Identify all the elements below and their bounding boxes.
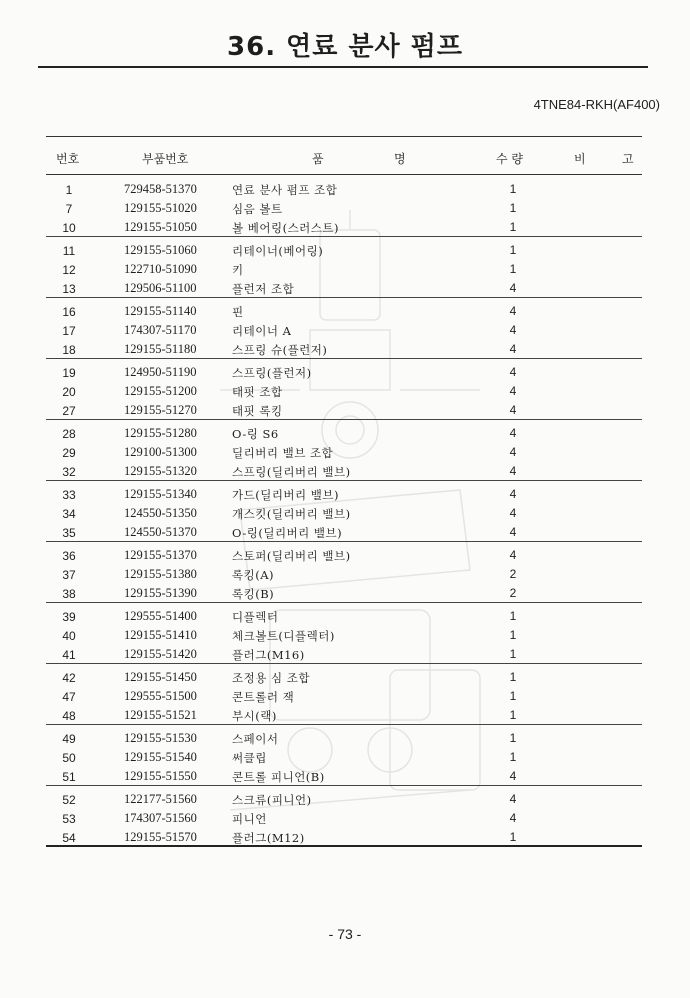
part-number: 124950-51190 [124,365,197,379]
part-index: 20 [62,385,76,399]
table-row [46,584,642,603]
part-name: 조정용 심 조합 [232,671,310,685]
part-name: 써클립 [232,751,267,765]
part-index: 33 [62,488,76,502]
header-qty: 수 량 [496,152,523,166]
part-number: 174307-51560 [124,811,197,825]
part-name: 플러그(M12) [232,831,305,845]
part-name: 록킹(B) [232,587,275,601]
part-number: 129155-51550 [124,769,197,783]
table-row [46,485,642,504]
part-name: 스프링 슈(플런저) [232,343,328,357]
part-number: 129555-51500 [124,689,197,703]
part-index: 38 [62,587,76,601]
header-note-2: 고 [622,152,634,166]
part-number: 129506-51100 [124,281,197,295]
table-row [46,302,642,321]
header-name-1: 품 [312,152,324,166]
table-row [46,443,642,462]
part-number: 129155-51340 [124,487,197,501]
part-quantity: 1 [509,262,517,276]
table-row [46,809,642,828]
part-quantity: 1 [509,708,517,722]
part-quantity: 4 [509,487,517,501]
table-row [46,790,642,809]
part-quantity: 1 [509,731,517,745]
part-quantity: 4 [509,342,517,356]
part-index: 7 [65,202,73,216]
row-group [46,786,642,847]
part-name: 체크볼트(디플렉터) [232,629,335,643]
part-name: 부시(랙) [232,709,277,723]
row-group [46,420,642,481]
table-row [46,626,642,645]
part-name: 스페이서 [232,732,279,746]
part-quantity: 1 [509,609,517,623]
part-number: 129155-51380 [124,567,197,581]
part-index: 28 [62,427,76,441]
part-name: 피니언 [232,812,267,826]
part-quantity: 4 [509,548,517,562]
table-row [46,424,642,443]
model-number: 4TNE84-RKH(AF400) [533,97,660,112]
row-group [46,298,642,359]
part-index: 36 [62,549,76,563]
part-name: 리테이너(베어링) [232,244,324,258]
table-row [46,729,642,748]
table-row [46,504,642,523]
part-name: 핀 [232,305,244,319]
part-index: 32 [62,465,76,479]
part-number: 129155-51570 [124,830,197,844]
part-name: 스프링(딜리버리 밸브) [232,465,351,479]
part-quantity: 4 [509,304,517,318]
table-row [46,199,642,218]
part-number: 129155-51050 [124,220,197,234]
table-row [46,180,642,199]
header-bottom-rule [46,174,642,175]
part-name: 심음 볼트 [232,202,283,216]
table-row [46,218,642,237]
part-index: 39 [62,610,76,624]
table-row [46,462,642,481]
part-quantity: 2 [509,586,517,600]
row-group [46,725,642,786]
part-quantity: 4 [509,769,517,783]
part-number: 122710-51090 [124,262,197,276]
parts-table [46,176,642,847]
part-name: 태핏 록킹 [232,404,283,418]
part-number: 729458-51370 [124,182,197,196]
table-row [46,687,642,706]
row-group [46,359,642,420]
table-row [46,645,642,664]
title-rule [38,66,648,68]
part-index: 40 [62,629,76,643]
part-quantity: 4 [509,792,517,806]
part-name: 태핏 조합 [232,385,283,399]
header-name-2: 명 [394,152,406,166]
part-index: 16 [62,305,76,319]
row-group [46,237,642,298]
part-number: 129155-51180 [124,342,197,356]
part-name: 스프링(플런저) [232,366,312,380]
part-index: 12 [62,263,76,277]
part-index: 54 [62,831,76,845]
part-index: 13 [62,282,76,296]
part-quantity: 1 [509,220,517,234]
part-name: 록킹(A) [232,568,274,582]
table-row [46,565,642,584]
part-quantity: 1 [509,182,517,196]
part-quantity: 4 [509,403,517,417]
part-number: 129155-51200 [124,384,197,398]
part-index: 53 [62,812,76,826]
header-note-1: 비 [574,152,586,166]
part-number: 129155-51450 [124,670,197,684]
table-row [46,748,642,767]
part-index: 18 [62,343,76,357]
table-row [46,241,642,260]
page-number: - 73 - [328,926,362,942]
part-number: 129155-51280 [124,426,197,440]
row-group [46,481,642,542]
part-index: 37 [62,568,76,582]
header-top-rule [46,136,642,137]
table-row [46,546,642,565]
row-group [46,542,642,603]
table-row [46,363,642,382]
part-index: 48 [62,709,76,723]
row-group [46,664,642,725]
part-index: 35 [62,526,76,540]
row-group [46,176,642,237]
part-number: 129155-51540 [124,750,197,764]
table-row [46,260,642,279]
part-index: 41 [62,648,76,662]
part-quantity: 4 [509,811,517,825]
part-quantity: 1 [509,647,517,661]
part-number: 129555-51400 [124,609,197,623]
table-row [46,340,642,359]
part-name: 콘트롤 피니언(B) [232,770,325,784]
part-number: 174307-51170 [124,323,197,337]
part-name: 연료 분사 펌프 조합 [232,183,338,197]
part-number: 129155-51320 [124,464,197,478]
part-quantity: 4 [509,365,517,379]
part-name: O-링 S6 [232,427,279,441]
table-row [46,607,642,626]
part-index: 47 [62,690,76,704]
part-quantity: 4 [509,281,517,295]
part-number: 124550-51370 [124,525,197,539]
part-name: 가드(딜리버리 밸브) [232,488,339,502]
part-index: 52 [62,793,76,807]
table-row [46,523,642,542]
part-number: 129155-51410 [124,628,197,642]
part-index: 50 [62,751,76,765]
part-quantity: 2 [509,567,517,581]
part-name: 스크류(피니언) [232,793,312,807]
part-index: 29 [62,446,76,460]
part-number: 129155-51530 [124,731,197,745]
part-number: 129155-51140 [124,304,197,318]
table-row [46,767,642,786]
part-index: 10 [62,221,76,235]
part-quantity: 1 [509,750,517,764]
part-quantity: 4 [509,464,517,478]
part-index: 17 [62,324,76,338]
part-name: 플러그(M16) [232,648,305,662]
table-row [46,668,642,687]
part-quantity: 4 [509,426,517,440]
part-name: 볼 베어링(스러스트) [232,221,339,235]
table-row [46,828,642,847]
table-row [46,706,642,725]
part-number: 124550-51350 [124,506,197,520]
part-name: 플런저 조합 [232,282,295,296]
part-name: 리테이너 A [232,324,292,338]
part-quantity: 4 [509,384,517,398]
part-number: 129155-51060 [124,243,197,257]
part-name: 딜리버리 밸브 조합 [232,446,334,460]
part-quantity: 4 [509,506,517,520]
part-name: 스토퍼(딜리버리 밸브) [232,549,351,563]
part-index: 42 [62,671,76,685]
table-row [46,382,642,401]
part-number: 129155-51390 [124,586,197,600]
part-number: 129155-51420 [124,647,197,661]
part-quantity: 1 [509,689,517,703]
part-quantity: 4 [509,445,517,459]
header-no: 번호 [56,152,80,166]
page-title: 36. 연료 분사 펌프 [227,32,463,62]
part-quantity: 1 [509,628,517,642]
part-index: 11 [62,244,76,258]
table-row [46,321,642,340]
part-name: 키 [232,263,244,277]
part-name: 콘트롤러 잭 [232,690,295,704]
part-name: 개스킷(딜리버리 밸브) [232,507,351,521]
part-number: 129155-51270 [124,403,197,417]
part-quantity: 1 [509,201,517,215]
part-number: 129155-51370 [124,548,197,562]
part-number: 129155-51020 [124,201,197,215]
part-number: 129155-51521 [124,708,197,722]
part-number: 129100-51300 [124,445,197,459]
part-quantity: 4 [509,525,517,539]
part-index: 49 [62,732,76,746]
part-quantity: 1 [509,670,517,684]
part-index: 34 [62,507,76,521]
part-index: 19 [62,366,76,380]
header-part-no: 부품번호 [142,152,189,166]
part-number: 122177-51560 [124,792,197,806]
part-index: 1 [65,183,73,197]
part-name: O-링(딜리버리 밸브) [232,526,343,540]
part-quantity: 4 [509,323,517,337]
row-group [46,603,642,664]
table-row [46,279,642,298]
table-row [46,401,642,420]
part-index: 51 [62,770,76,784]
part-index: 27 [62,404,76,418]
part-quantity: 1 [509,243,517,257]
part-name: 디플렉터 [232,610,279,624]
part-quantity: 1 [509,830,517,844]
